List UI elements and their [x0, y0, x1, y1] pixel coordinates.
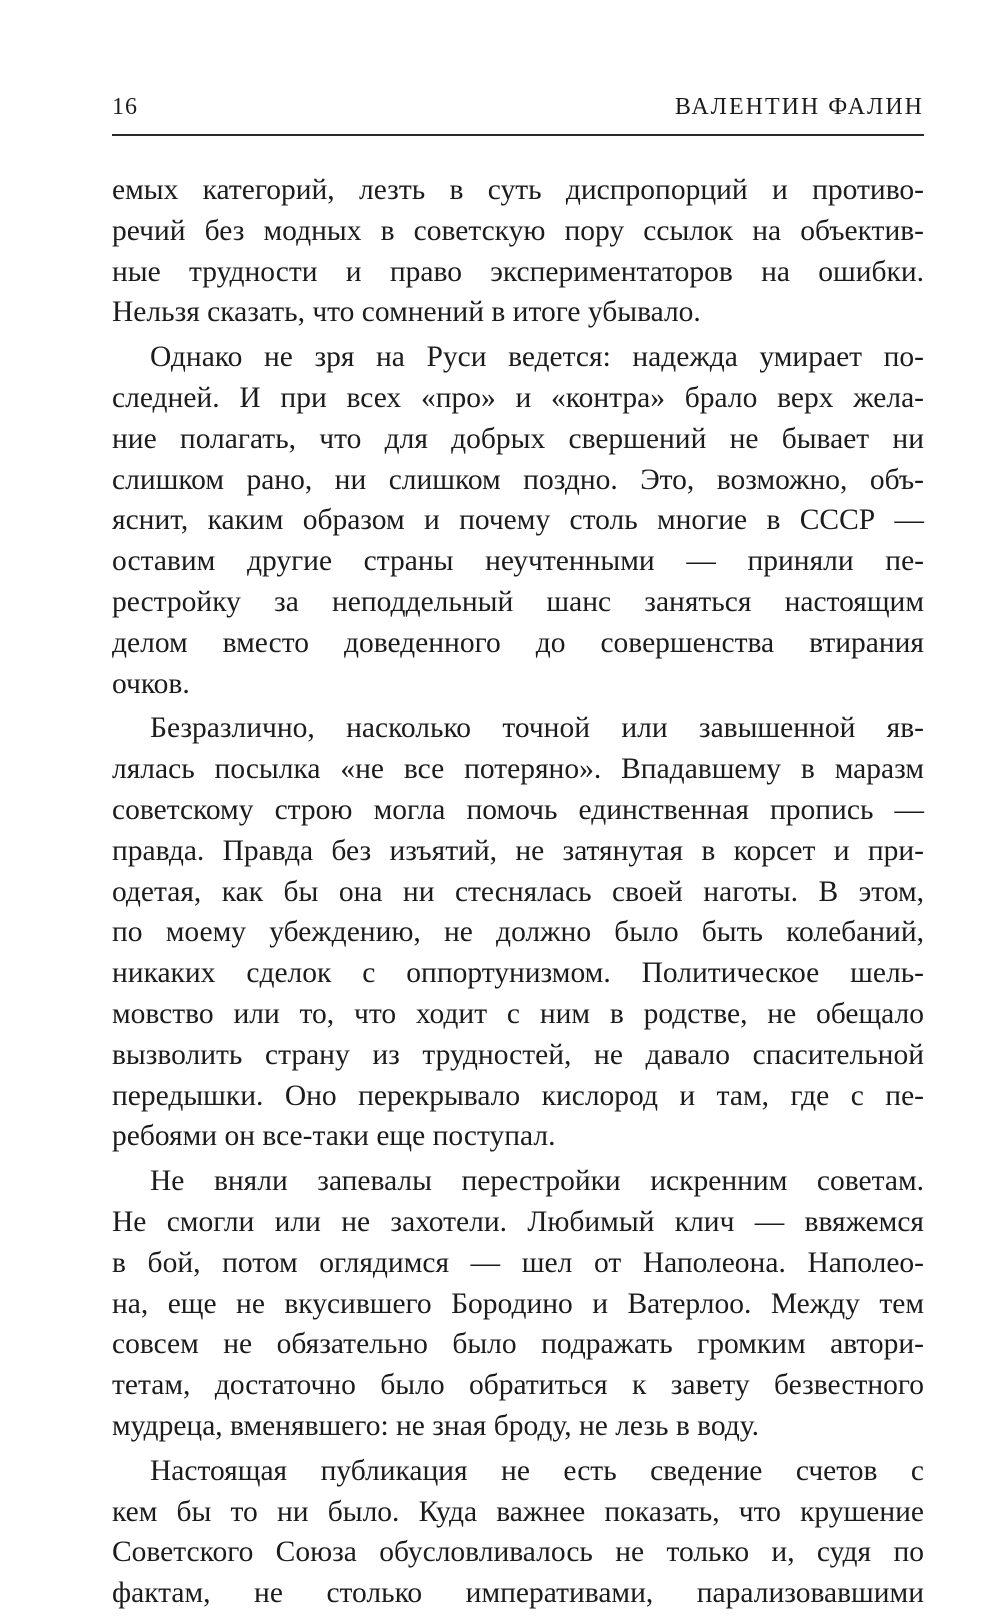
paragraph-4	[112, 1161, 924, 1447]
text-line: вызволить страну из трудностей, не давало спасительной	[112, 1038, 924, 1071]
text-line: следней. И при всех «про» и «контра» брало верх жела-	[112, 381, 924, 414]
text-line: ребоями он все-таки еще поступал.	[112, 1120, 556, 1153]
text-line: мудреца, вменявшего: не зная броду, не лезь в воду.	[112, 1409, 759, 1442]
text-line: оставим другие страны неучтенными — приняли пе-	[112, 545, 924, 578]
text-line: лялась посылка «не все потеряно». Впадавшему в маразм	[112, 753, 924, 786]
running-title: ВАЛЕНТИН ФАЛИН	[674, 94, 924, 120]
text-line: по моему убеждению, не должно было быть колебаний,	[112, 916, 924, 949]
text-line: совсем не обязательно было подражать громким автори-	[112, 1328, 924, 1361]
text-line: тетам, достаточно было обратиться к завету безвестного	[112, 1369, 924, 1402]
text-line: одетая, как бы она ни стеснялась своей наготы. В этом,	[112, 875, 924, 908]
text-line: фактам, не столько императивами, парализовавшими	[112, 1577, 924, 1610]
text-line: Нельзя сказать, что сомнений в итоге убывало.	[112, 296, 701, 329]
page-number: 16	[112, 94, 138, 120]
text-body	[112, 170, 924, 1618]
text-line: речий без модных в советскую пору ссылок на объектив-	[112, 214, 924, 247]
text-line: рестройку за неподдельный шанс заняться настоящим	[112, 585, 924, 618]
paragraph-3	[112, 708, 924, 1157]
text-line: кем бы то ни было. Куда важнее показать, что крушение	[112, 1495, 924, 1528]
text-line: Не смогли или не захотели. Любимый клич — ввяжемся	[112, 1205, 924, 1238]
paragraph-2	[112, 337, 924, 704]
text-line: передышки. Оно перекрывало кислород и там, где с пе-	[112, 1079, 924, 1112]
text-line: Безразлично, насколько точной или завышенной яв-	[150, 712, 924, 745]
header-rule	[112, 134, 924, 136]
paragraph-1	[112, 170, 924, 333]
text-line: мовство или то, что ходит с ним в родстве, не обещало	[112, 997, 924, 1030]
text-line: Однако не зря на Руси ведется: надежда умирает по-	[150, 341, 924, 374]
text-line: ные трудности и право экспериментаторов на ошибки.	[112, 255, 924, 288]
paragraph-5	[112, 1451, 924, 1614]
text-line: ние полагать, что для добрых свершений не бывает ни	[112, 422, 924, 455]
text-line: на, еще не вкусившего Бородино и Ватерлоо. Между тем	[112, 1287, 924, 1320]
text-line: слишком рано, ни слишком поздно. Это, возможно, объ-	[112, 463, 924, 496]
text-line: делом вместо доведенного до совершенства втирания	[112, 626, 924, 659]
text-line: Настоящая публикация не есть сведение счетов с	[150, 1454, 924, 1487]
text-line: правда. Правда без изъятий, не затянутая в корсет и при-	[112, 834, 924, 867]
text-line: Советского Союза обусловливалось не только и, судя по	[112, 1536, 924, 1569]
running-header	[112, 94, 924, 134]
text-line: советскому строю могла помочь единственная пропись —	[112, 793, 924, 826]
text-line: Не вняли запевалы перестройки искренним советам.	[150, 1165, 924, 1198]
text-line: яснит, каким образом и почему столь многие в СССР —	[112, 504, 924, 537]
text-line: в бой, потом оглядимся — шел от Наполеона. Наполео-	[112, 1246, 924, 1279]
text-line: емых категорий, лезть в суть диспропорций и противо-	[112, 174, 924, 206]
text-line: никаких сделок с оппортунизмом. Политическое шель-	[112, 957, 924, 990]
text-line: очков.	[112, 667, 190, 700]
